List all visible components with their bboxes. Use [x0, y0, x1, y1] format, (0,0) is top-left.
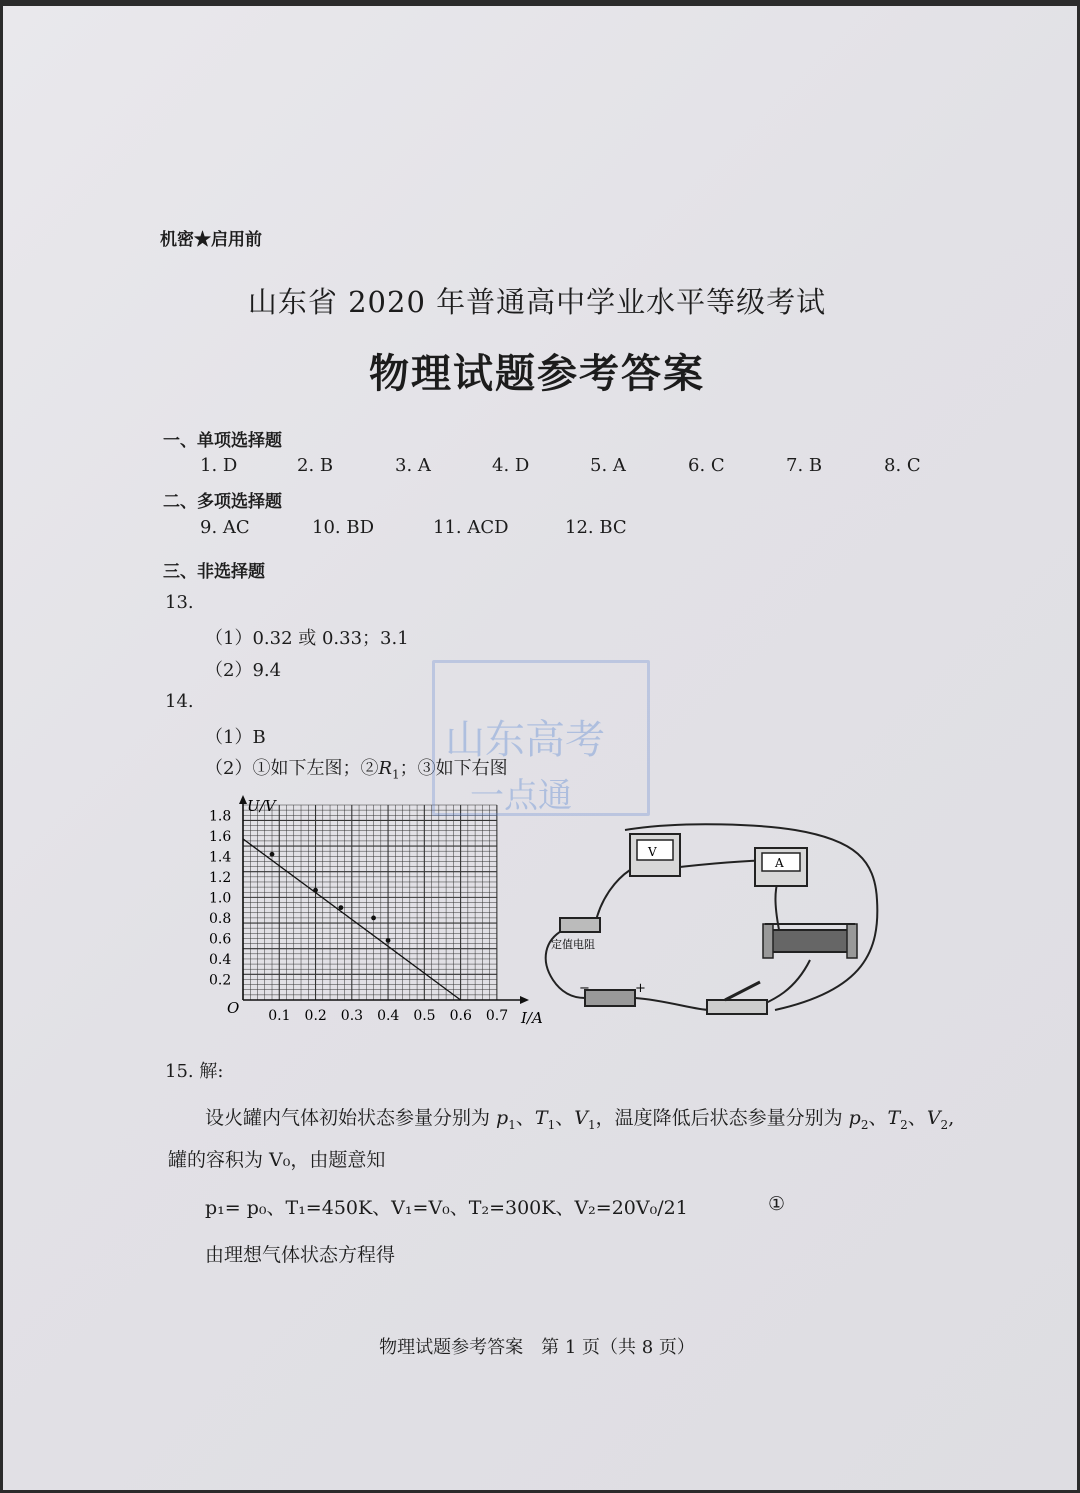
svg-text:V: V	[648, 845, 657, 859]
question-number: 13.	[165, 592, 194, 613]
y-tick-label: 1.2	[209, 869, 232, 886]
section-single-choice-heading: 一、单项选择题	[163, 431, 282, 451]
answer-item: 8. C	[884, 455, 921, 476]
equation: p₁= p₀、T₁=450K、V₁=V₀、T₂=300K、V₂=20V₀/21	[205, 1197, 688, 1219]
page-footer: 物理试题参考答案 第 1 页（共 8 页）	[379, 1337, 695, 1358]
solution-line: 由理想气体状态方程得	[205, 1244, 396, 1266]
watermark-text: 一点通	[470, 776, 572, 816]
section-free-response-heading: 三、非选择题	[163, 562, 265, 582]
x-tick-label: 0.2	[304, 1008, 327, 1024]
question-number: 15. 解:	[165, 1061, 224, 1082]
answer-item: 9. AC	[200, 517, 250, 538]
answer-item: 7. B	[786, 455, 823, 476]
chart-axes	[239, 795, 529, 1004]
answer-item: 5. A	[590, 455, 626, 476]
answer-item: 2. B	[297, 455, 334, 476]
data-point	[313, 888, 318, 893]
solution-line: 罐的容积为 V₀，由题意知	[168, 1149, 386, 1171]
svg-text:−: −	[579, 981, 590, 996]
data-point	[270, 852, 275, 857]
circuit-diagram	[535, 820, 890, 1030]
data-point	[386, 938, 391, 943]
y-tick-label: 0.4	[209, 951, 232, 968]
rheostat-icon	[763, 924, 857, 958]
answer-item: 10. BD	[312, 517, 375, 538]
answer-item: 1. D	[200, 455, 238, 476]
answer-part: （2）9.4	[205, 660, 282, 681]
answer-item: 11. ACD	[433, 517, 509, 538]
chart-grid	[243, 805, 497, 1000]
watermark-text: 山东高考	[445, 717, 605, 763]
svg-text:+: +	[635, 981, 646, 996]
x-tick-label: 0.4	[377, 1008, 400, 1024]
answer-item: 4. D	[492, 455, 530, 476]
x-tick-label: 0.5	[413, 1008, 436, 1024]
origin-label: O	[227, 999, 240, 1017]
y-axis-arrow	[239, 795, 247, 804]
answer-item: 6. C	[688, 455, 725, 476]
question-number: 14.	[165, 691, 194, 712]
y-tick-label: 1.4	[209, 849, 232, 866]
y-tick-label: 1.8	[209, 808, 232, 825]
voltmeter-icon	[630, 834, 680, 876]
confidential-label: 机密★启用前	[160, 230, 262, 250]
switch-icon	[707, 982, 767, 1014]
svg-text:A: A	[775, 856, 784, 870]
resistor-icon	[560, 918, 600, 932]
x-tick-label: 0.7	[485, 1008, 509, 1024]
x-tick-label: 0.6	[449, 1008, 472, 1024]
u-i-graph	[205, 795, 565, 1030]
answer-part: （2）①如下左图；$②R_1$；③如下右图	[205, 758, 508, 782]
y-tick-label: 1.0	[209, 890, 232, 907]
exam-title: 山东省 2020 年普通高中学业水平等级考试	[247, 285, 827, 319]
answer-part: （1）B	[205, 727, 266, 748]
answer-key-title: 物理试题参考答案	[369, 350, 705, 397]
y-tick-label: 0.6	[209, 931, 232, 948]
x-axis-label: I/A	[521, 1009, 543, 1027]
x-axis-arrow	[520, 996, 529, 1004]
answer-item: 12. BC	[565, 517, 627, 538]
answer-part: （1）0.32 或 0.33；3.1	[205, 628, 409, 649]
y-axis-label: U/V	[247, 797, 276, 815]
solution-line: 设火罐内气体初始状态参量分别为 $p_1$、$T_1$、$V_1$，温度降低后状态参量分别为 $p_2$、$T_2$、$V_2$,	[205, 1107, 955, 1132]
equation-marker: ①	[768, 1193, 786, 1215]
battery-icon	[579, 981, 646, 1006]
y-tick-label: 0.8	[209, 910, 232, 927]
x-tick-label: 0.1	[268, 1008, 291, 1024]
ammeter-icon	[755, 848, 807, 886]
chart-ticks	[209, 808, 508, 1024]
answer-item: 3. A	[395, 455, 431, 476]
section-multi-choice-heading: 二、多项选择题	[163, 492, 282, 512]
resistor-label: 定值电阻	[551, 938, 595, 951]
y-tick-label: 1.6	[209, 828, 232, 845]
y-tick-label: 0.2	[209, 972, 232, 989]
x-tick-label: 0.3	[340, 1008, 364, 1024]
data-point	[339, 905, 344, 910]
data-point	[371, 915, 376, 920]
